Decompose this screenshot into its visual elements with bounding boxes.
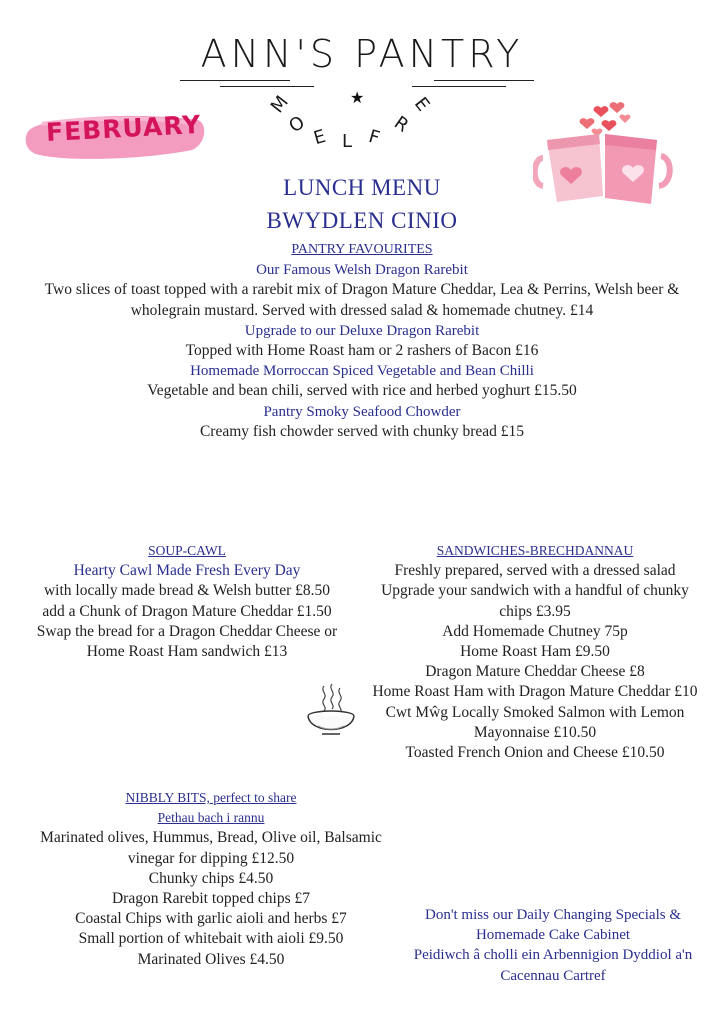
dish-name: Pantry Smoky Seafood Chowder [263, 403, 461, 420]
brand-rule-left [220, 86, 314, 87]
menu-line: Swap the bread for a Dragon Cheddar Cheese or [36, 622, 338, 640]
dish-description: Topped with Home Roast ham or 2 rashers of Bacon £16 [185, 342, 539, 360]
section-heading: SOUP-CAWL [148, 543, 226, 558]
menu-line: add a Chunk of Dragon Mature Cheddar £1.50 [42, 602, 332, 620]
location-letter: E [409, 93, 434, 116]
dish-name: Our Famous Welsh Dragon Rarebit [256, 262, 468, 279]
menu-line: Dragon Rarebit topped chips £7 [111, 890, 310, 908]
dish-name: Upgrade to our Deluxe Dragon Rarebit [244, 322, 480, 339]
menu-line: Cwt Mŵg Locally Smoked Salmon with Lemon [385, 703, 685, 721]
sandwiches-section [360, 541, 710, 763]
menu-line: Marinated olives, Hummus, Bread, Olive oil, Balsamic [40, 829, 382, 847]
location-letter: F [366, 125, 383, 150]
menu-line: vinegar for dipping £12.50 [127, 849, 295, 867]
pantry-favourites-section [20, 240, 704, 442]
menu-line: Small portion of whitebait with aioli £9.50 [78, 930, 344, 948]
menu-line: Chunky chips £4.50 [148, 869, 274, 887]
specials-line: Don't miss our Daily Changing Specials & [424, 907, 682, 923]
menu-title-welsh: BWYDLEN CINIO [266, 208, 458, 233]
menu-line: Dragon Mature Cheddar Cheese £8 [425, 663, 645, 681]
menu-line: Marinated Olives £4.50 [137, 950, 285, 968]
menu-line: Home Roast Ham with Dragon Mature Cheddar £10 [372, 683, 698, 701]
location-letter: L [342, 131, 353, 152]
brand-header [0, 32, 724, 76]
menu-line: Add Homemade Chutney 75p [442, 622, 628, 640]
specials-line: Peidiwch â cholli ein Arbennigion Dyddiol a'n [413, 947, 693, 964]
location-letter: E [311, 125, 329, 150]
section-subheading: Hearty Cawl Made Fresh Every Day [73, 562, 301, 580]
dish-description: wholegrain mustard. Served with dressed salad & homemade chutney. £14 [130, 301, 594, 319]
dish-description: Vegetable and bean chili, served with rice and herbed yoghurt £15.50 [147, 382, 577, 400]
menu-line: chips £3.95 [499, 602, 571, 620]
menu-line: Mayonnaise £10.50 [473, 723, 597, 741]
brand-rule-left-long [180, 80, 290, 81]
menu-line: Toasted French Onion and Cheese £10.50 [405, 744, 665, 762]
location-letter: M [266, 91, 293, 118]
star-icon: ★ [350, 88, 365, 107]
menu-line: with locally made bread & Welsh butter £8.50 [43, 582, 330, 600]
menu-line: Coastal Chips with garlic aioli and herbs £7 [75, 910, 347, 928]
section-heading: NIBBLY BITS, perfect to share [125, 790, 297, 805]
soup-bowl-icon [304, 682, 358, 742]
soup-section [18, 541, 356, 662]
menu-line: Home Roast Ham £9.50 [460, 643, 610, 661]
dish-description: Two slices of toast topped with a rarebit mix of Dragon Mature Cheddar, Lea & Perrins, Welsh beer & [44, 281, 680, 299]
specials-line: Homemade Cake Cabinet [475, 927, 631, 944]
month-badge: FEBRUARY [45, 109, 202, 148]
section-subheading: Pethau bach i rannu [157, 810, 265, 826]
dish-description: Creamy fish chowder served with chunky bread £15 [199, 422, 525, 440]
brand-rule-right-long [434, 80, 534, 81]
section-heading: SANDWICHES-BRECHDANNAU [436, 543, 634, 558]
menu-line: Upgrade your sandwich with a handful of chunky [381, 582, 689, 600]
menu-line: Freshly prepared, served with a dressed salad [394, 562, 676, 580]
nibbly-bits-section [18, 788, 404, 970]
location-letter: R [390, 112, 413, 137]
section-heading: PANTRY FAVOURITES [291, 242, 433, 257]
location-letter: O [285, 111, 309, 138]
menu-title-english: LUNCH MENU [283, 175, 441, 200]
brand-name: ANN'S PANTRY [200, 32, 524, 76]
specials-note [400, 905, 706, 986]
specials-line: Cacennau Cartref [500, 967, 606, 984]
menu-line: Home Roast Ham sandwich £13 [86, 643, 288, 661]
brand-rule-right [412, 86, 506, 87]
dish-name: Homemade Morroccan Spiced Vegetable and Bean Chilli [190, 363, 534, 380]
